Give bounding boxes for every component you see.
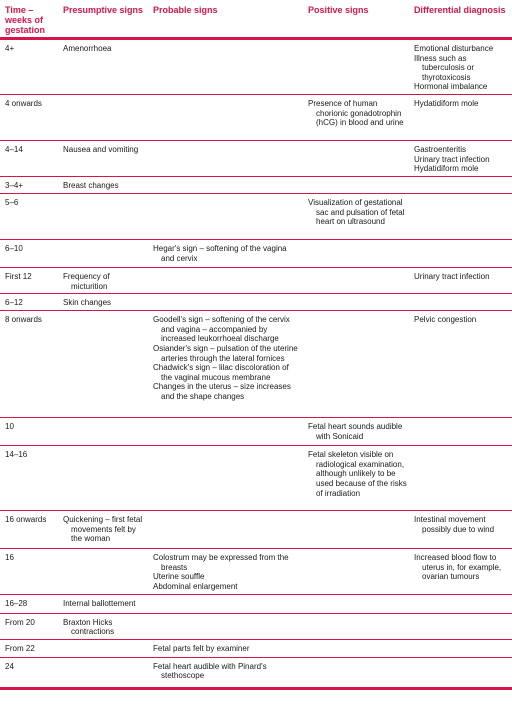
cell-line: Quickening – first fetal movements felt by the woman (63, 515, 143, 544)
cell-line: Osiander's sign – pulsation of the uterine arteries through the lateral fornices (153, 343, 298, 363)
cell-differential (409, 594, 512, 613)
cell-differential (409, 239, 512, 267)
table-row (0, 613, 512, 639)
cell-time: 6–10 (0, 239, 58, 267)
cell-differential (409, 657, 512, 688)
cell-probable (148, 311, 303, 418)
table-row (0, 94, 512, 140)
cell-line: Hegar's sign – softening of the vagina and cervix (153, 243, 287, 263)
cell-positive (303, 549, 409, 594)
cell-positive (303, 446, 409, 511)
cell-probable (148, 639, 303, 657)
cell-time: 4 onwards (0, 94, 58, 140)
cell-time: 5–6 (0, 193, 58, 239)
table-row (0, 418, 512, 446)
cell-presumptive (58, 39, 148, 95)
cell-positive (303, 311, 409, 418)
cell-differential (409, 446, 512, 511)
cell-line: Hydatidiform mole (414, 164, 479, 174)
table-row (0, 446, 512, 511)
cell-positive (303, 639, 409, 657)
cell-differential (409, 176, 512, 193)
cell-line: Pelvic congestion (414, 315, 477, 325)
cell-presumptive (58, 613, 148, 639)
cell-presumptive (58, 239, 148, 267)
cell-positive (303, 39, 409, 95)
table-row (0, 176, 512, 193)
cell-differential (409, 267, 512, 293)
cell-line: Urinary tract infection (414, 271, 490, 281)
cell-probable (148, 39, 303, 95)
cell-presumptive (58, 311, 148, 418)
cell-line: Fetal heart sounds audible with Sonicaid (308, 422, 403, 441)
cell-time: 16 (0, 549, 58, 594)
cell-probable (148, 511, 303, 549)
cell-line: Illness such as tuberculosis or thyrotoxicosis (414, 53, 475, 82)
cell-line: Presence of human chorionic gonadotrophin (hCG) in blood and urine (308, 98, 404, 128)
cell-line: Increased blood flow to uterus in, for example, ovarian tumours (414, 553, 502, 582)
cell-line: Abdominal enlargement (153, 581, 238, 591)
cell-line: Intestinal movement possibly due to wind (414, 515, 495, 534)
cell-probable (148, 94, 303, 140)
cell-line: Uterine souffle (153, 572, 205, 582)
cell-time: 16 onwards (0, 511, 58, 549)
header-row (0, 0, 512, 39)
cell-positive (303, 594, 409, 613)
table-row (0, 294, 512, 311)
cell-line: Hydatidiform mole (414, 98, 479, 108)
cell-probable (148, 594, 303, 613)
cell-line: Visualization of gestational sac and pulsation of fetal heart on ultrasound (308, 197, 405, 227)
cell-time: 4+ (0, 39, 58, 95)
cell-time: 16–28 (0, 594, 58, 613)
cell-positive (303, 176, 409, 193)
cell-probable (148, 418, 303, 446)
cell-line: Colostrum may be expressed from the breasts (153, 553, 289, 572)
cell-positive (303, 418, 409, 446)
cell-presumptive (58, 267, 148, 293)
table-header (0, 0, 512, 39)
cell-time: 3–4+ (0, 176, 58, 193)
cell-line: Fetal skeleton visible on radiological examination, although unlikely to be used because of the risks of irradiation (308, 450, 407, 498)
cell-line: Urinary tract infection (414, 154, 490, 164)
cell-differential (409, 311, 512, 418)
cell-positive (303, 94, 409, 140)
header-presumptive: Presumptive signs (58, 0, 148, 39)
cell-probable (148, 657, 303, 688)
cell-line: Changes in the uterus – size increases and the shape changes (153, 382, 291, 401)
table-row (0, 140, 512, 176)
cell-presumptive (58, 193, 148, 239)
cell-differential (409, 549, 512, 594)
cell-probable (148, 239, 303, 267)
table-row (0, 594, 512, 613)
cell-probable (148, 267, 303, 293)
cell-time: 6–12 (0, 294, 58, 311)
table-row (0, 639, 512, 657)
table-row (0, 39, 512, 95)
cell-differential (409, 294, 512, 311)
cell-presumptive (58, 294, 148, 311)
cell-positive (303, 239, 409, 267)
table-row (0, 193, 512, 239)
cell-line: Fetal heart audible with Pinard's stethoscope (153, 661, 267, 681)
cell-differential (409, 639, 512, 657)
cell-differential (409, 140, 512, 176)
cell-line: Skin changes (63, 298, 112, 308)
cell-line: Gastroenteritis (414, 144, 467, 154)
cell-probable (148, 193, 303, 239)
cell-line: Braxton Hicks contractions (63, 617, 115, 637)
cell-line: Chadwick's sign – lilac discoloration of the vaginal mucous membrane (153, 363, 289, 382)
cell-line: Emotional disturbance (414, 44, 494, 53)
cell-line: Frequency of micturition (63, 271, 110, 291)
cell-time: 10 (0, 418, 58, 446)
cell-probable (148, 613, 303, 639)
table-row (0, 549, 512, 594)
cell-presumptive (58, 594, 148, 613)
table-row (0, 311, 512, 418)
header-probable: Probable signs (148, 0, 303, 39)
cell-line: Nausea and vomiting (63, 144, 139, 154)
cell-time: 8 onwards (0, 311, 58, 418)
cell-line: Fetal parts felt by examiner (153, 643, 250, 653)
cell-differential (409, 39, 512, 95)
table-row (0, 267, 512, 293)
cell-time: 4–14 (0, 140, 58, 176)
cell-probable (148, 294, 303, 311)
cell-time: First 12 (0, 267, 58, 293)
cell-presumptive (58, 549, 148, 594)
cell-time: 14–16 (0, 446, 58, 511)
cell-time: From 20 (0, 613, 58, 639)
cell-probable (148, 549, 303, 594)
cell-presumptive (58, 418, 148, 446)
cell-line: Hormonal imbalance (414, 82, 488, 92)
cell-presumptive (58, 446, 148, 511)
cell-positive (303, 613, 409, 639)
cell-presumptive (58, 176, 148, 193)
cell-line: Goodell's sign – softening of the cervix and vagina – accompanied by increased leukorrhoeal discharge (153, 315, 290, 344)
cell-positive (303, 294, 409, 311)
cell-differential (409, 511, 512, 549)
cell-line: Breast changes (63, 180, 119, 190)
cell-differential (409, 613, 512, 639)
cell-probable (148, 446, 303, 511)
cell-differential (409, 94, 512, 140)
header-differential: Differential diagnosis (409, 0, 512, 39)
cell-differential (409, 418, 512, 446)
cell-presumptive (58, 639, 148, 657)
table-body (0, 39, 512, 689)
cell-presumptive (58, 140, 148, 176)
cell-differential (409, 193, 512, 239)
cell-positive (303, 140, 409, 176)
cell-line: Amenorrhoea (63, 44, 112, 53)
cell-time: 24 (0, 657, 58, 688)
cell-probable (148, 176, 303, 193)
table-row (0, 511, 512, 549)
header-time: Time – weeks of gestation (0, 0, 58, 39)
cell-presumptive (58, 657, 148, 688)
cell-presumptive (58, 511, 148, 549)
cell-probable (148, 140, 303, 176)
table-row (0, 657, 512, 688)
header-positive: Positive signs (303, 0, 409, 39)
table-row (0, 239, 512, 267)
cell-presumptive (58, 94, 148, 140)
cell-positive (303, 511, 409, 549)
cell-positive (303, 193, 409, 239)
cell-time: From 22 (0, 639, 58, 657)
cell-line: Internal ballottement (63, 598, 136, 608)
cell-positive (303, 657, 409, 688)
cell-positive (303, 267, 409, 293)
